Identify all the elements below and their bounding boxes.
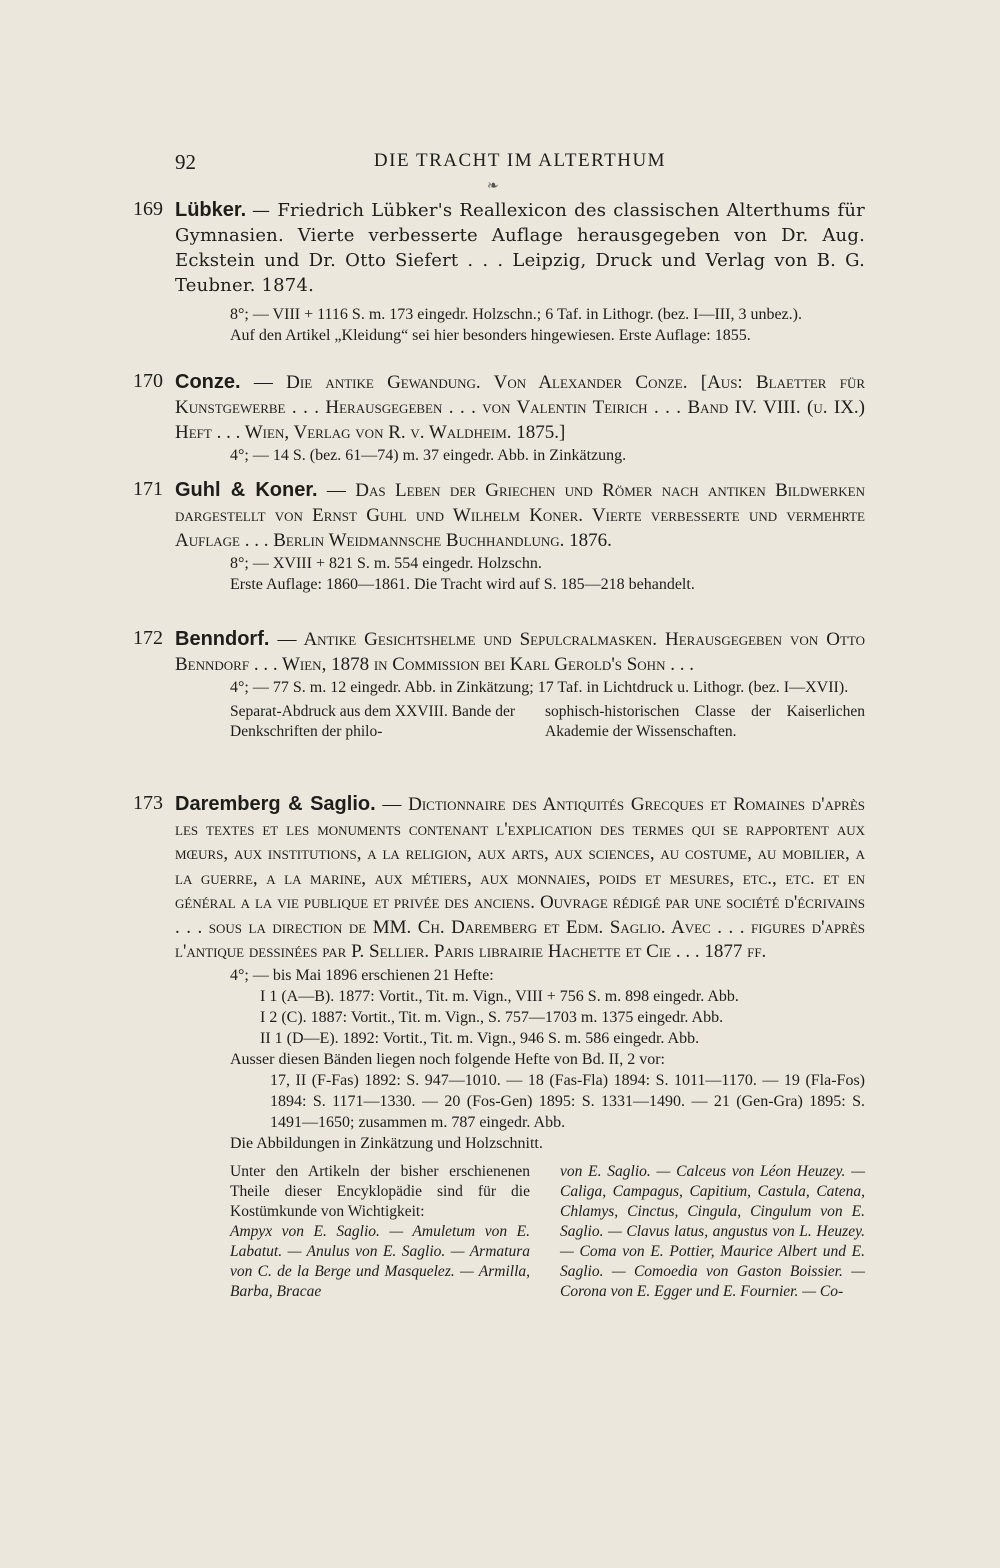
- entry-author: Benndorf.: [175, 628, 270, 650]
- entry-note: 8°; — VIII + 1116 S. m. 173 eingedr. Holzschn.; 6 Taf. in Lithogr. (bez. I—III, 3 unbez.).: [230, 306, 802, 323]
- note-column-left-intro: Unter den Artikeln der bisher erschienenen Theile dieser Encyklopädie sind für die Kostümkunde von Wichtigkeit:: [230, 1162, 530, 1220]
- extra-parts: 17, II (F-Fas) 1892: S. 947—1010. — 18 (Fas-Fla) 1894: S. 1011—1170. — 19 (Fla-Fos) 1894: S. 1171—1330. — 20 (Fos-Gen) 1895: S. 1331—1490. — 21 (Gen-Gra) 1895: S. 1491—1650; zusammen m. 787 eingedr. Abb.: [270, 1071, 865, 1131]
- entry-note: 8°; — XVIII + 821 S. m. 554 eingedr. Holzschn.: [230, 555, 542, 572]
- bibliography-entry-173: [133, 792, 865, 1302]
- bibliography-entry-172: [133, 627, 865, 742]
- running-header: [175, 150, 865, 178]
- entry-citation: [175, 792, 865, 965]
- entry-text: — Das Leben der Griechen und Römer nach antiken Bildwerken dargestellt von Ernst Guhl und Wilhelm Koner. Vierte verbesserte und vermehrte Auflage . . . Berlin Weidmannsche Buchhandlung. 1876.: [175, 480, 865, 551]
- page-number: 92: [175, 150, 196, 174]
- extra-intro: Ausser diesen Bänden liegen noch folgende Hefte von Bd. II, 2 vor:: [230, 1050, 665, 1068]
- bibliography-entry-169: [133, 198, 865, 346]
- note-column-left: Separat-Abdruck aus dem XXVIII. Bande der Denkschriften der philo-: [230, 703, 515, 740]
- note-column-right: von E. Saglio. — Calceus von Léon Heuzey. — Caliga, Campagus, Capitium, Castula, Catena, Chlamys, Cinctus, Cingula, Cingulum von E. Saglio. — Clavus latus, angustus von L. Heuzey. — Coma von E. Pottier, Maurice Albert und E. Saglio. — Comoedia von Gaston Boissier. — Corona von E. Egger und E. Fournier. — Co-: [560, 1162, 865, 1300]
- page-title: DIE TRACHT IM ALTERTHUM: [373, 150, 667, 171]
- note-column-left: [230, 1162, 530, 1302]
- entry-text: — Dictionnaire des Antiquités Grecques et Romaines d'après les textes et les monuments contenant l'explication des termes qui se rapportent aux mœurs, aux institutions, a la religion, aux arts, aux sciences, au costume, au mobilier, a la guerre, a la marine, aux métiers, aux monnaies, poids et mesures, etc., etc. et en général a la vie publique et privée des anciens. Ouvrage rédigé par une société d'écrivains . . . sous la direction de MM. Ch. Daremberg et Edm. Saglio. Avec . . . figures d'après l'antique dessinées par P. Sellier. Paris librairie Hachette et Cie . . . 1877 ff.: [175, 794, 865, 962]
- entry-note: Erste Auflage: 1860—1861. Die Tracht wird auf S. 185—218 behandelt.: [230, 576, 695, 593]
- entry-author: Lübker.: [175, 199, 247, 221]
- two-column-note: [175, 702, 865, 742]
- closing-note: Die Abbildungen in Zinkätzung und Holzschnitt.: [230, 1134, 543, 1152]
- entry-number: 172: [133, 627, 163, 649]
- entry-author: Daremberg & Saglio.: [175, 793, 376, 815]
- entry-author: Conze.: [175, 371, 241, 393]
- entry-number: 173: [133, 792, 163, 814]
- entry-citation: [175, 478, 865, 553]
- entry-note: Auf den Artikel „Kleidung“ sei hier besonders hingewiesen. Erste Auflage: 1855.: [230, 327, 751, 344]
- entry-citation: [175, 370, 865, 445]
- entry-number: 170: [133, 370, 163, 392]
- entry-note: 4°; — 14 S. (bez. 61—74) m. 37 eingedr. Abb. in Zinkätzung.: [230, 447, 627, 464]
- bibliography-entry-170: [133, 370, 866, 466]
- entry-note: 4°; — bis Mai 1896 erschienen 21 Hefte:: [230, 966, 494, 984]
- entry-text: — Die antike Gewandung. Von Alexander Conze. [Aus: Blaetter für Kunstgewerbe . . . Herausgegeben . . . von Valentin Teirich . . . Band IV. VIII. (u. IX.) Heft . . . Wien, Verlag von R. v. Waldheim. 1875.]: [175, 372, 866, 443]
- note-column-left-list: Ampyx von E. Saglio. — Amuletum von E. Labatut. — Anulus von E. Saglio. — Armatura von C. de la Berge und Masquelez. — Armilla, Barba, Bracae: [230, 1222, 530, 1300]
- header-ornament: ❧: [487, 179, 499, 194]
- entry-author: Guhl & Koner.: [175, 479, 318, 501]
- entry-text: — Antike Gesichtshelme und Sepulcralmasken. Herausgegeben von Otto Benndorf . . . Wien, 1878 in Commission bei Karl Gerold's Sohn . . .: [175, 629, 865, 675]
- entry-number: 171: [133, 478, 163, 500]
- entry-note: 4°; — 77 S. m. 12 eingedr. Abb. in Zinkätzung; 17 Taf. in Lichtdruck u. Lithogr. (bez. I—XVII).: [230, 679, 849, 696]
- entry-citation: [175, 627, 865, 677]
- bibliography-entry-171: [133, 478, 865, 595]
- entry-number: 169: [133, 198, 163, 220]
- two-column-note: [175, 1162, 865, 1302]
- entry-citation: [175, 198, 865, 298]
- volume-line: I 2 (C). 1887: Vortit., Tit. m. Vign., S. 757—1703 m. 1375 eingedr. Abb.: [260, 1008, 724, 1026]
- entry-text: — Friedrich Lübker's Reallexicon des classischen Alterthums für Gymnasien. Vierte verbesserte Auflage herausgegeben von Dr. Aug. Eckstein und Dr. Otto Siefert . . . Leipzig, Druck und Verlag von B. G. Teubner. 1874.: [175, 200, 865, 296]
- volume-line: I 1 (A—B). 1877: Vortit., Tit. m. Vign., VIII + 756 S. m. 898 eingedr. Abb.: [260, 987, 739, 1005]
- note-column-right: sophisch-historischen Classe der Kaiserlichen Akademie der Wissenschaften.: [545, 703, 865, 740]
- volume-line: II 1 (D—E). 1892: Vortit., Tit. m. Vign., 946 S. m. 586 eingedr. Abb.: [260, 1029, 700, 1047]
